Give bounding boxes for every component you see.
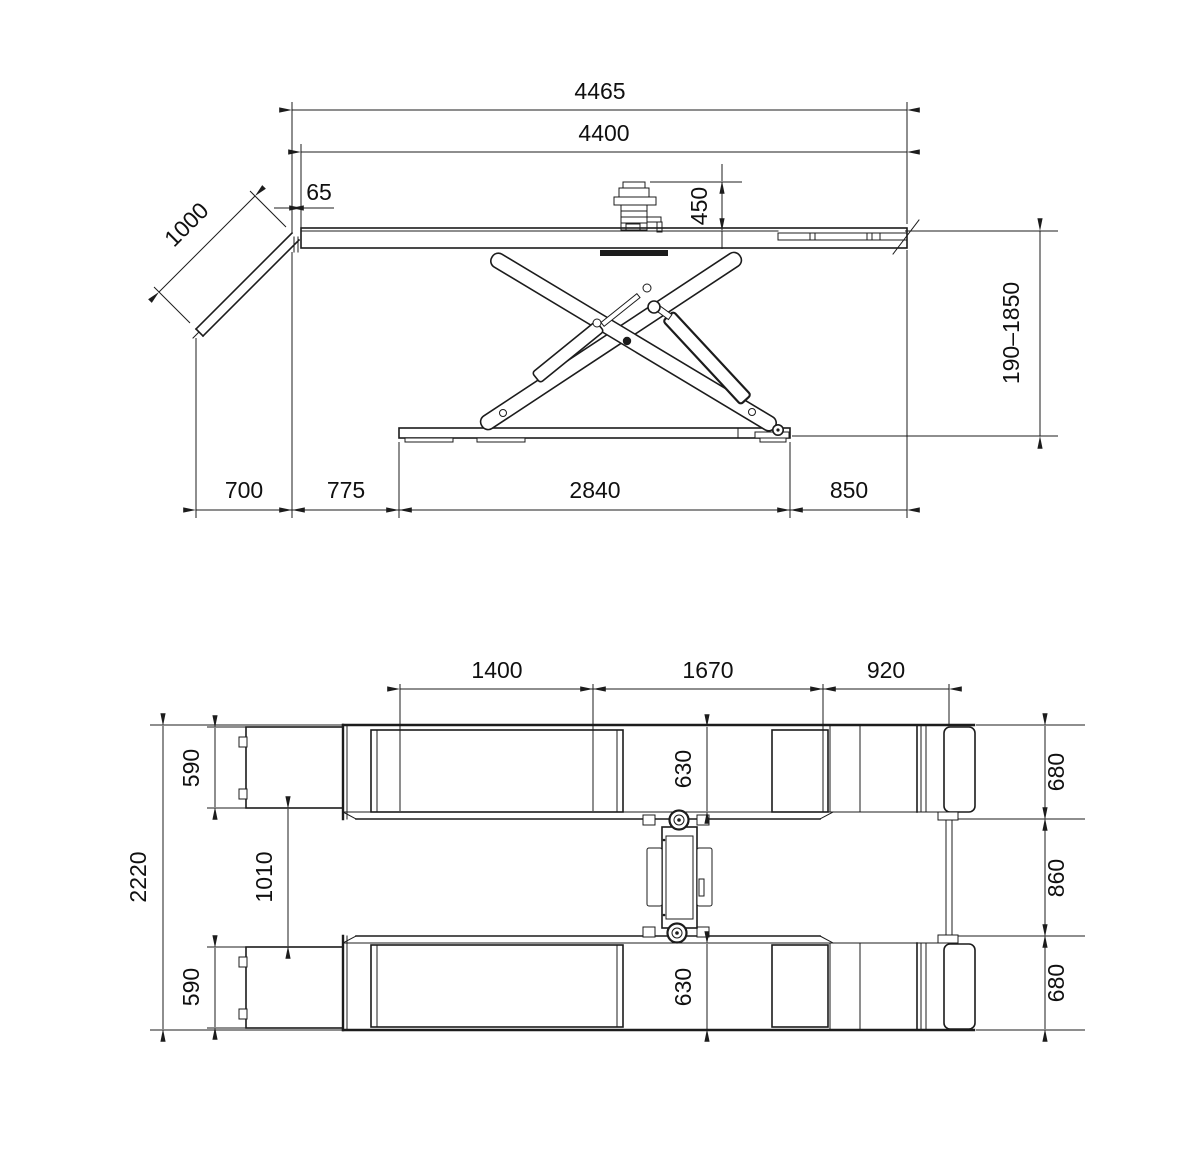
dim-text-platform-length: 4400 (578, 120, 630, 146)
hydraulic-power-unit (643, 811, 712, 943)
runway-platform (294, 220, 919, 256)
drive-on-ramp-folded (193, 233, 299, 338)
dim-text-ramp-width-bottom: 590 (178, 967, 204, 1007)
dim-console-height (686, 164, 722, 249)
dim-runway-width-top (1043, 726, 1069, 818)
dim-text-ramp-length: 1000 (159, 197, 214, 252)
dim-rear-overhang (196, 477, 292, 510)
dim-ramp-width-bottom (178, 948, 215, 1027)
drive-off-flap-profile (778, 233, 907, 240)
dim-text-base-setback: 775 (326, 477, 366, 503)
dim-text-runway-width-top: 680 (1043, 752, 1069, 792)
dim-overall-length (292, 78, 907, 110)
wheel-stop-flap-top (944, 727, 975, 812)
side-view-dimensions (154, 78, 1058, 518)
break-mark (893, 220, 919, 254)
dim-text-hinge-offset: 65 (306, 179, 332, 205)
dim-tread-length (400, 657, 593, 689)
dim-base-setback (292, 477, 399, 510)
dim-lift-height-range (998, 231, 1040, 436)
dim-base-length (399, 477, 790, 510)
plan-view (125, 657, 1085, 1030)
dim-runway-width-bottom (1043, 937, 1069, 1029)
dim-text-runway-width-bottom: 680 (1043, 963, 1069, 1003)
dim-text-runway-gap: 860 (1043, 858, 1069, 898)
dim-overall-width (125, 726, 163, 1029)
dim-text-lift-height-range: 190–1850 (998, 281, 1024, 385)
dim-text-rear-overhang: 700 (224, 477, 264, 503)
dim-text-ramp-gap: 1010 (251, 851, 277, 903)
dim-text-base-length: 2840 (569, 477, 621, 503)
dim-text-tread-length: 1400 (471, 657, 523, 683)
dim-text-tread-to-end: 1670 (682, 657, 734, 683)
dim-end-section (823, 657, 949, 689)
plan-view-dimensions (125, 657, 1085, 1030)
tread-plates (371, 730, 828, 1027)
cross-tube (938, 812, 958, 943)
dim-text-ramp-width-top: 590 (178, 748, 204, 788)
dim-hinge-offset (274, 179, 334, 208)
dim-text-overall-width: 2220 (125, 851, 151, 903)
scissor-mechanism (478, 250, 783, 436)
hose-reel-bottom (668, 924, 687, 943)
side-elevation-view (154, 78, 1058, 518)
drive-on-ramp-top (239, 727, 343, 808)
dim-ramp-width-top (178, 728, 215, 807)
dim-text-overall-length: 4465 (574, 78, 626, 104)
dim-front-overhang (790, 477, 907, 510)
hose-reel-top (670, 811, 689, 830)
dim-tread-width-top (670, 727, 707, 811)
dim-ramp-gap (251, 809, 288, 946)
runway-end-sections (830, 725, 975, 1030)
dim-text-tread-width-bottom: 630 (670, 967, 696, 1007)
dim-ramp-length (159, 196, 255, 292)
dim-text-tread-width-top: 630 (670, 749, 696, 789)
scissor-arm-front (488, 251, 779, 434)
power-unit-console (614, 182, 662, 232)
dim-tread-to-end (593, 657, 823, 689)
dim-platform-length (301, 120, 907, 152)
dim-tread-width-bottom (670, 944, 707, 1029)
wheel-stop-flap-bottom (944, 944, 975, 1029)
drive-on-ramp-bottom (239, 947, 343, 1028)
base-frame (399, 428, 790, 442)
dim-runway-gap (1043, 820, 1069, 935)
slide-pad (600, 250, 668, 256)
dim-text-console-height: 450 (686, 186, 712, 226)
dim-text-front-overhang: 850 (829, 477, 869, 503)
dim-text-end-section: 920 (866, 657, 906, 683)
